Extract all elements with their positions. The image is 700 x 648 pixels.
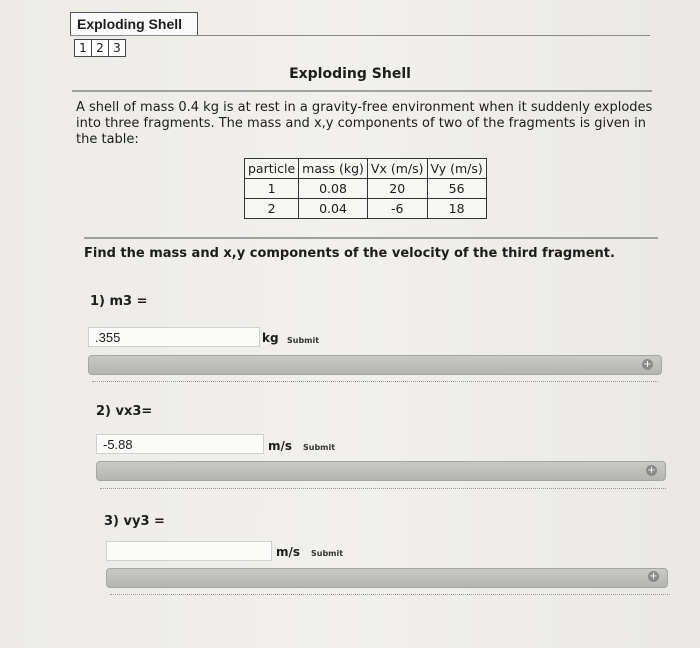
part3-label: 3) vy3 =: [104, 514, 165, 529]
part2-unit: m/s: [268, 439, 293, 453]
page-button-3[interactable]: 3: [109, 40, 125, 56]
part3-separator: [110, 594, 670, 597]
part2-separator: [100, 488, 666, 491]
table-cell: 1: [245, 179, 299, 199]
part3-input[interactable]: [106, 541, 272, 561]
question-divider: [84, 237, 658, 239]
part1-separator: [92, 381, 658, 384]
part1-feedback-bar[interactable]: [88, 355, 662, 375]
table-header: particle: [245, 159, 299, 179]
part2-feedback-bar[interactable]: [96, 461, 666, 481]
title-divider: [70, 35, 650, 36]
table-cell: 2: [245, 199, 299, 219]
part3-submit-button[interactable]: Submit: [311, 549, 344, 558]
part2-label: 2) vx3=: [96, 404, 153, 419]
fragment-table: [244, 158, 487, 219]
problem-heading: Exploding Shell: [289, 66, 411, 82]
table-cell: 0.08: [299, 179, 368, 199]
part1-label: 1) m3 =: [90, 294, 148, 309]
table-header: Vx (m/s): [367, 159, 427, 179]
part2-input[interactable]: -5.88: [96, 434, 264, 454]
table-row: [245, 199, 487, 219]
table-cell: 56: [427, 179, 486, 199]
part1-submit-button[interactable]: Submit: [287, 336, 320, 345]
part3-unit: m/s: [276, 545, 301, 559]
page-selector: [74, 39, 126, 57]
page-button-2[interactable]: 2: [92, 40, 109, 56]
table-header-row: [245, 159, 487, 179]
table-header: Vy (m/s): [427, 159, 486, 179]
part1-input[interactable]: .355: [88, 327, 260, 347]
page-button-1[interactable]: 1: [75, 40, 92, 56]
plus-circle-icon[interactable]: +: [643, 359, 652, 370]
plus-circle-icon[interactable]: +: [649, 571, 658, 582]
table-cell: 0.04: [299, 199, 368, 219]
part3-feedback-bar[interactable]: [106, 568, 668, 588]
part2-submit-button[interactable]: Submit: [303, 443, 336, 452]
table-cell: 18: [427, 199, 486, 219]
table-header: mass (kg): [299, 159, 368, 179]
problem-text: A shell of mass 0.4 kg is at rest in a gravity-free environment when it suddenly explodes into three fragments. The mass and x,y components of two of the fragments is given in the table:: [76, 100, 653, 147]
table-cell: -6: [367, 199, 427, 219]
plus-circle-icon[interactable]: +: [647, 465, 656, 476]
table-cell: 20: [367, 179, 427, 199]
table-row: [245, 179, 487, 199]
heading-divider: [72, 90, 652, 92]
assignment-title: Exploding Shell: [70, 12, 198, 36]
part1-unit: kg: [262, 331, 279, 345]
question-text: Find the mass and x,y components of the velocity of the third fragment.: [84, 246, 615, 261]
